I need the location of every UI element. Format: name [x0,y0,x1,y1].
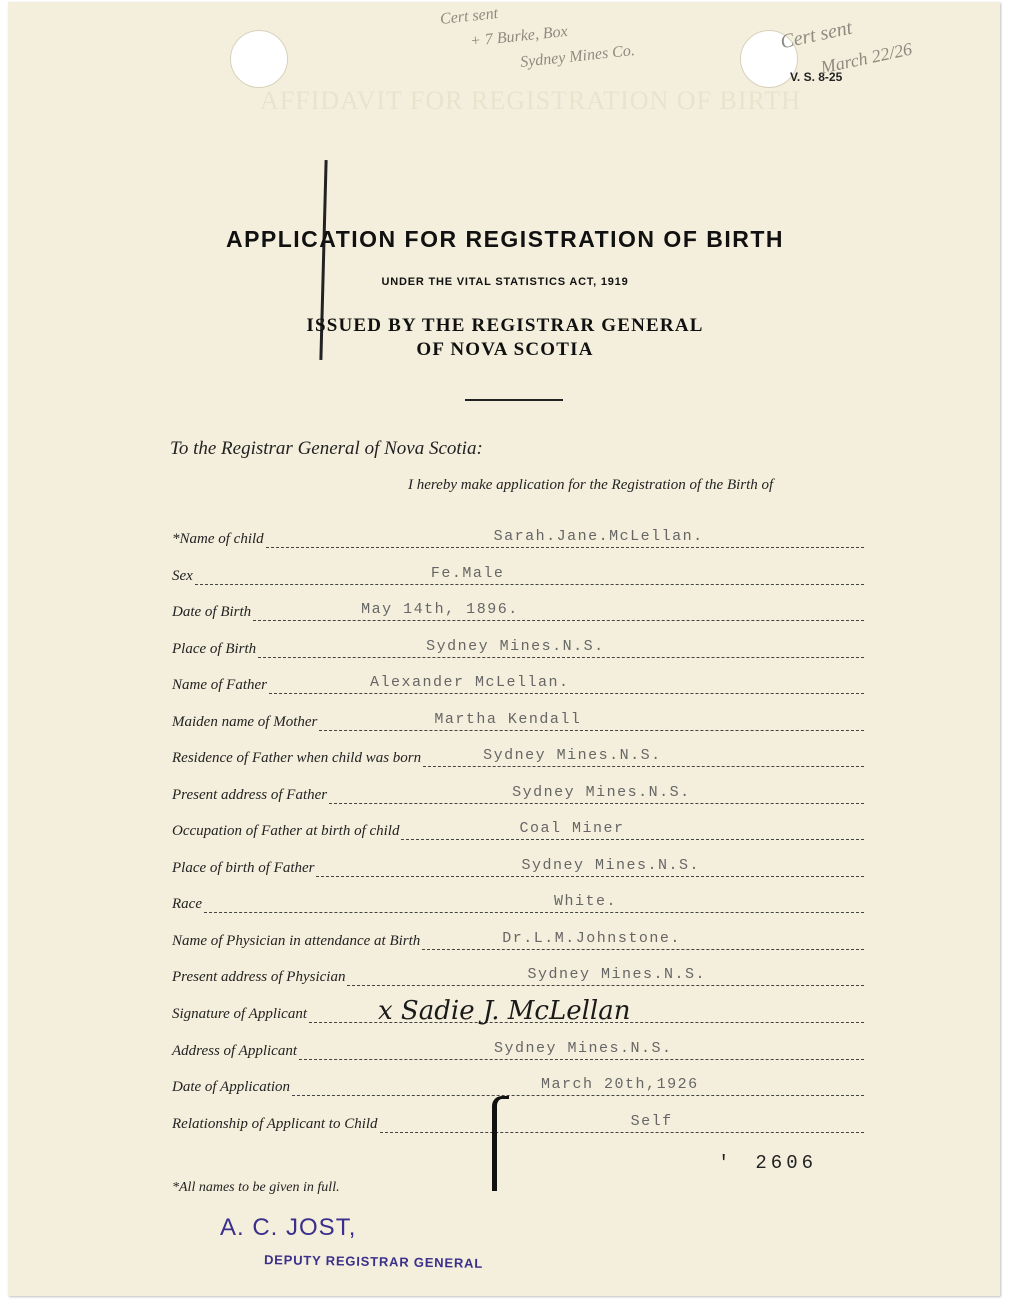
intro-statement: I hereby make application for the Registration of the Birth of [408,477,774,493]
field-value: White. [553,893,617,910]
field-value: May 14th, 1896. [361,601,519,618]
field-value: Sydney Mines.N.S. [483,747,662,764]
form-row [172,893,864,913]
field-value: Sarah.Jane.McLellan. [493,528,704,545]
form-row [172,565,864,585]
field-line [423,746,864,767]
pen-bracket-mark [492,1096,509,1191]
field-line [347,965,864,986]
form-row [172,1076,864,1096]
registration-number-value: 2606 [755,1152,818,1174]
field-value: March 20th,1926 [541,1076,699,1093]
form-row [172,966,864,986]
field-label: Occupation of Father at birth of child [172,823,400,839]
field-value: Dr.L.M.Johnstone. [502,930,681,947]
field-value: Martha Kendall [434,711,582,728]
field-label: Name of Physician in attendance at Birth [172,933,421,949]
field-label: Signature of Applicant [172,1006,307,1022]
field-value: Sydney Mines.N.S. [521,857,701,874]
registrar-stamp-title: DEPUTY REGISTRAR GENERAL [263,1252,484,1271]
field-line [316,856,864,877]
registration-number [718,1152,817,1174]
form-row [172,528,864,548]
field-line [258,637,864,658]
field-line [204,892,864,913]
field-label: Present address of Father [172,787,328,803]
field-value: Sydney Mines.N.S. [494,1040,673,1057]
field-label: Race [172,896,202,912]
applicant-signature: x Sadie J. McLellan [378,996,631,1026]
field-value: Sydney Mines.N.S. [426,638,605,655]
field-line [195,564,864,585]
addressee-line: To the Registrar General of Nova Scotia: [170,438,483,459]
field-line [401,819,864,840]
punch-hole-left [230,30,288,88]
form-row [172,1113,864,1133]
form-row [172,638,864,658]
field-value: Sydney Mines.N.S. [512,784,691,801]
tick-mark: ' [718,1152,734,1174]
field-label: Maiden name of Mother [172,714,318,730]
field-label: Date of Application [172,1079,291,1095]
field-value: Sydney Mines.N.S. [527,966,706,983]
pencil-note: March 22/26 [818,38,914,78]
form-row [172,1040,864,1060]
act-subtitle: UNDER THE VITAL STATISTICS ACT, 1919 [381,276,629,288]
field-label: Place of birth of Father [172,860,315,876]
registrar-stamp-name: A. C. JOST, [220,1214,357,1241]
form-row [172,601,864,621]
field-value: Fe.Male [430,565,505,582]
field-line [269,673,864,694]
pencil-note: + 7 Burke, Box [469,22,569,51]
issuer-line-2: OF NOVA SCOTIA [416,339,594,360]
form-row [172,747,864,767]
field-label: Present address of Physician [172,969,346,985]
field-line [319,710,864,731]
form-row [172,930,864,950]
issuer-line-1: ISSUED BY THE REGISTRAR GENERAL [306,315,704,336]
field-value: Self [630,1113,673,1130]
pencil-note: Cert sent [778,16,855,54]
pencil-note: Cert sent [439,5,499,28]
form-row [172,674,864,694]
field-label: Address of Applicant [172,1043,297,1059]
field-value: Coal Miner [519,820,625,837]
footnote: *All names to be given in full. [172,1180,340,1195]
form-row [172,784,864,804]
field-label: Date of Birth [172,604,252,620]
pencil-note: Sydney Mines Co. [519,42,636,71]
issuer-heading [0,314,1010,362]
field-value: Alexander McLellan. [370,674,570,691]
field-line [266,527,864,548]
document-title: APPLICATION FOR REGISTRATION OF BIRTH [225,226,785,252]
field-line [380,1112,864,1133]
form-number: V. S. 8-25 [790,70,843,84]
form-row [172,711,864,731]
field-label: Relationship of Applicant to Child [172,1116,378,1132]
field-label: Residence of Father when child was born [172,750,422,766]
field-line [299,1039,864,1060]
field-label: *Name of child [172,531,264,547]
title-divider [465,399,563,401]
field-line [422,929,864,950]
field-label: Place of Birth [172,641,257,657]
field-label: Name of Father [172,677,267,693]
field-line [253,600,864,621]
bleed-through-text: AFFIDAVIT FOR REGISTRATION OF BIRTH [260,86,801,115]
form-row [172,857,864,877]
field-line [329,783,864,804]
form-row [172,820,864,840]
field-label: Sex [172,568,193,584]
field-line [292,1075,864,1096]
